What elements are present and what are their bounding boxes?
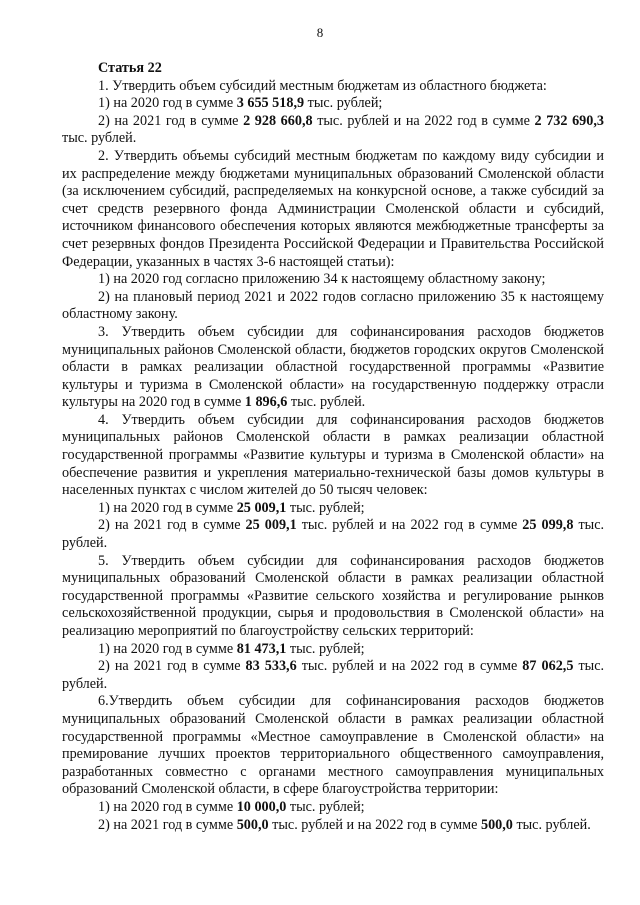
paragraph xyxy=(62,641,604,659)
amount-value: 2 732 690,3 xyxy=(534,112,605,129)
paragraph-text: 1) на 2020 год согласно приложению 34 к настоящему областному закону; xyxy=(98,271,546,288)
paragraph-text: 5. Утвердить объем субсидии для софинансирования расходов бюджетов муниципальных образований Смоленской области в рамках реализации областной государственной программы «Развитие сельского хозяйства и регулирование рынков сельскохозяйственной продукции, сырья и продовольствия в Смоленской области» на реализацию мероприятий по благоустройству сельских территорий: xyxy=(62,552,604,639)
paragraph-text: 4. Утвердить объем субсидии для софинансирования расходов бюджетов муниципальных районов Смоленской области в рамках реализации областной государственной программы «Развитие культуры и туризма в Смоленской области» на обеспечение развития и укрепления материально-технической базы домов культуры в населенных пунктах с числом жителей до 50 тысяч человек: xyxy=(62,411,604,499)
paragraph-text: 3. Утвердить объем субсидии для софинансирования расходов бюджетов муниципальных районов Смоленской области, бюджетов городских округов Смоленской области в рамках реализации областной государственной программы «Развитие культуры и туризма в Смоленской области» на государственную поддержку отрасли культуры на 2020 год в сумме xyxy=(62,323,604,411)
amount-value: 10 000,0 xyxy=(236,798,287,815)
paragraph-text: 1) на 2020 год в сумме xyxy=(98,798,237,815)
document-body xyxy=(62,60,604,834)
amount-value: 2 928 660,8 xyxy=(243,112,313,129)
paragraph xyxy=(62,113,604,148)
amount-value: 25 009,1 xyxy=(245,517,297,534)
paragraph xyxy=(62,148,604,271)
paragraph xyxy=(62,271,604,289)
paragraph-text: 1) на 2020 год в сумме xyxy=(98,95,237,112)
paragraph-list xyxy=(62,78,604,835)
paragraph-text: 6.Утвердить объем субсидии для софинансирования расходов бюджетов муниципальных образований Смоленской области в рамках реализации областной государственной программы «Местное самоуправление в Смоленской области» на премирование лучших проектов территориального общественного самоуправления, разработанных совместно с органами местного самоуправления муниципальных образований Смоленской области, в сфере благоустройства территории: xyxy=(62,693,604,798)
paragraph-text: 1) на 2020 год в сумме xyxy=(98,640,237,657)
paragraph-text: 2) на 2021 год в сумме xyxy=(98,816,237,833)
paragraph xyxy=(62,658,604,693)
paragraph-text: тыс. рублей; xyxy=(286,499,365,516)
paragraph xyxy=(62,500,604,518)
amount-value: 25 099,8 xyxy=(522,517,574,534)
paragraph xyxy=(62,289,604,324)
paragraph-text: тыс. рублей и на 2022 год в сумме xyxy=(268,816,481,833)
paragraph-text: тыс. рублей; xyxy=(286,640,365,657)
amount-value: 81 473,1 xyxy=(236,640,287,657)
paragraph-text: тыс. рублей и на 2022 год в сумме xyxy=(296,658,523,675)
article-title: Статья 22 xyxy=(98,60,162,76)
paragraph-text: 1) на 2020 год в сумме xyxy=(98,499,237,516)
paragraph-text: 2) на 2021 год в сумме xyxy=(98,658,246,675)
paragraph-text: 2) на 2021 год в сумме xyxy=(98,517,246,534)
paragraph-text: 2) на плановый период 2021 и 2022 годов согласно приложению 35 к настоящему областному закону. xyxy=(62,288,604,323)
paragraph-text: тыс. рублей. xyxy=(512,816,591,833)
amount-value: 87 062,5 xyxy=(522,658,574,675)
paragraph-text: тыс. рублей. xyxy=(62,517,605,552)
paragraph-text: тыс. рублей. xyxy=(62,130,137,147)
paragraph xyxy=(62,799,604,817)
amount-value: 83 533,6 xyxy=(245,658,297,675)
paragraph-text: 2. Утвердить объемы субсидий местным бюджетам по каждому виду субсидии и их распределение между бюджетами муниципальных образований Смоленской области (за исключением субсидий, распределяемых на конкурсной основе, а также субсидий за счет средств резервного фонда Администрации Смоленской области и субсидий, источником финансового обеспечения которых являются межбюджетные трансферты за счет резервных фондов Президента Российской Федерации и Правительства Российской Федерации, указанных в частях 3-6 настоящей статьи): xyxy=(62,147,604,270)
paragraph xyxy=(62,78,604,96)
paragraph-text: тыс. рублей; xyxy=(286,798,365,815)
amount-value: 25 009,1 xyxy=(236,499,287,516)
paragraph xyxy=(62,817,604,835)
amount-value: 500,0 xyxy=(236,816,269,833)
paragraph-text: тыс. рублей; xyxy=(304,95,383,112)
amount-value: 1 896,6 xyxy=(244,394,288,411)
amount-value: 3 655 518,9 xyxy=(236,95,305,112)
paragraph-text: тыс. рублей и на 2022 год в сумме xyxy=(296,517,523,534)
paragraph xyxy=(62,693,604,799)
paragraph xyxy=(62,553,604,641)
paragraph xyxy=(62,95,604,113)
paragraph-text: тыс. рублей. xyxy=(287,394,366,411)
page-number: 8 xyxy=(316,25,324,40)
paragraph-text: тыс. рублей. xyxy=(62,658,605,692)
paragraph-text: 2) на 2021 год в сумме xyxy=(98,112,244,129)
paragraph xyxy=(62,517,604,552)
paragraph-text: тыс. рублей и на 2022 год в сумме xyxy=(312,112,535,129)
paragraph-text: 1. Утвердить объем субсидий местным бюджетам из областного бюджета: xyxy=(98,77,547,94)
paragraph xyxy=(62,324,604,412)
amount-value: 500,0 xyxy=(480,816,513,833)
paragraph xyxy=(62,412,604,500)
